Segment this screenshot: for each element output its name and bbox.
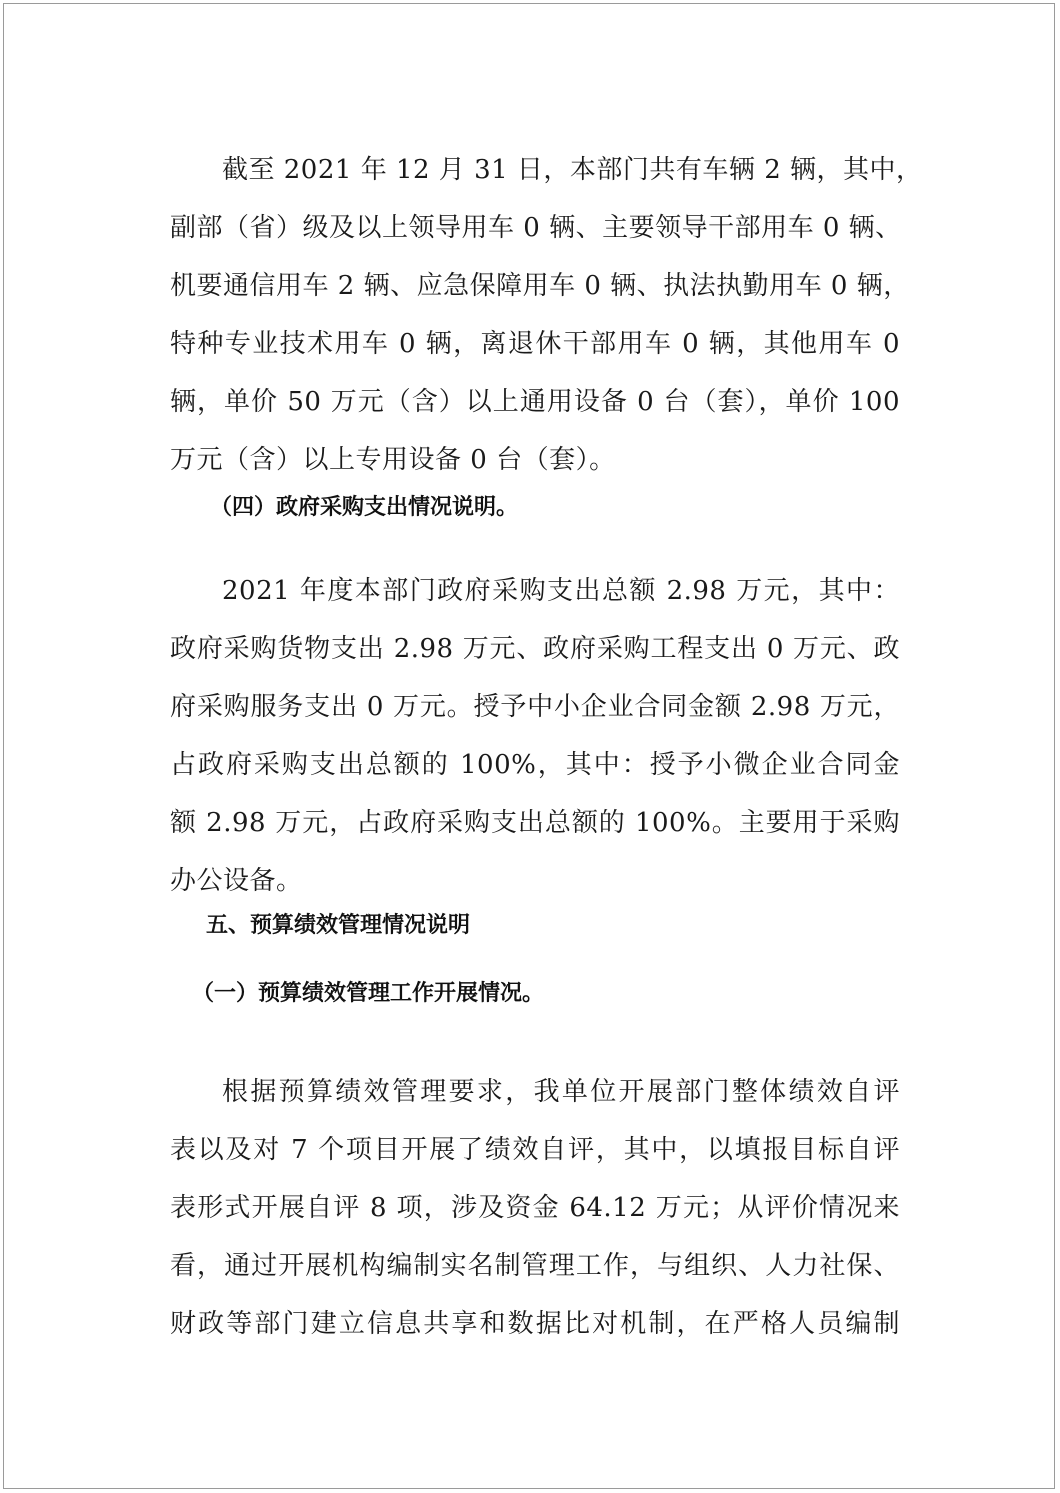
heading-procurement: （四）政府采购支出情况说明。 xyxy=(210,495,519,520)
text-line: 表以及对 7 个项目开展了绩效自评，其中，以填报目标自评 xyxy=(170,1135,900,1165)
text-line: 府采购服务支出 0 万元。授予中小企业合同金额 2.98 万元， xyxy=(170,692,900,722)
text-line: 万元（含）以上专用设备 0 台（套）。 xyxy=(170,445,616,475)
paragraph-performance xyxy=(170,1063,900,1353)
text-line: 截至 2021 年 12 月 31 日，本部门共有车辆 2 辆，其中， xyxy=(222,155,923,185)
text-line: 副部（省）级及以上领导用车 0 辆、主要领导干部用车 0 辆、 xyxy=(170,213,902,243)
heading-section-5-1: （一）预算绩效管理工作开展情况。 xyxy=(192,981,545,1006)
text-line: 看，通过开展机构编制实名制管理工作，与组织、人力社保、 xyxy=(170,1251,900,1281)
text-line: 占政府采购支出总额的 100%，其中：授予小微企业合同金 xyxy=(170,750,900,780)
text-line: 表形式开展自评 8 项，涉及资金 64.12 万元；从评价情况来 xyxy=(170,1193,900,1223)
text-line: 特种专业技术用车 0 辆，离退休干部用车 0 辆，其他用车 0 xyxy=(170,329,900,359)
text-line: 机要通信用车 2 辆、应急保障用车 0 辆、执法执勤用车 0 辆， xyxy=(170,271,910,301)
text-line: 办公设备。 xyxy=(170,866,303,896)
paragraph-vehicles xyxy=(170,141,923,489)
paragraph-procurement xyxy=(170,562,900,910)
text-line: 额 2.98 万元，占政府采购支出总额的 100%。主要用于采购 xyxy=(170,808,900,838)
document-page xyxy=(3,3,1055,1489)
text-line: 根据预算绩效管理要求，我单位开展部门整体绩效自评 xyxy=(222,1077,900,1107)
text-line: 政府采购货物支出 2.98 万元、政府采购工程支出 0 万元、政 xyxy=(170,634,900,664)
text-line: 财政等部门建立信息共享和数据比对机制，在严格人员编制 xyxy=(170,1309,900,1339)
heading-section-5: 五、预算绩效管理情况说明 xyxy=(206,913,471,938)
text-line: 2021 年度本部门政府采购支出总额 2.98 万元，其中： xyxy=(222,576,900,606)
text-line: 辆，单价 50 万元（含）以上通用设备 0 台（套），单价 100 xyxy=(170,387,900,417)
